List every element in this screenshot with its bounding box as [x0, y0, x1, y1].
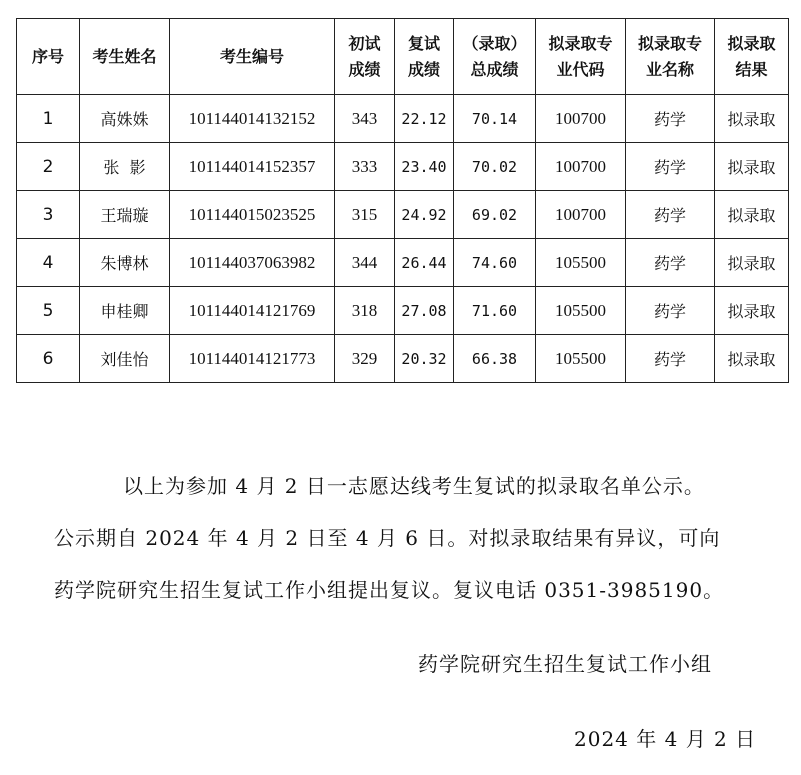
cell-retest-score: 23.40: [395, 143, 454, 191]
admission-table: [16, 18, 789, 383]
cell-name: 申桂卿: [80, 287, 170, 335]
cell-retest-score: 27.08: [395, 287, 454, 335]
cell-major-code: 100700: [536, 191, 626, 239]
cell-initial-score: 318: [335, 287, 395, 335]
cell-name: 高姝姝: [80, 95, 170, 143]
cell-result: 拟录取: [715, 287, 789, 335]
cell-retest-score: 24.92: [395, 191, 454, 239]
cell-major-name: 药学: [626, 287, 715, 335]
header-result: 拟录取 结果: [715, 19, 789, 95]
table-row: [17, 95, 789, 143]
cell-id: 101144014132152: [170, 95, 335, 143]
cell-name: 朱博林: [80, 239, 170, 287]
cell-major-name: 药学: [626, 335, 715, 383]
header-seq: 序号: [17, 19, 80, 95]
cell-result: 拟录取: [715, 335, 789, 383]
cell-result: 拟录取: [715, 95, 789, 143]
cell-id: 101144037063982: [170, 239, 335, 287]
cell-total-score: 70.02: [454, 143, 536, 191]
header-major-name: 拟录取专 业名称: [626, 19, 715, 95]
table-row: [17, 287, 789, 335]
cell-retest-score: 20.32: [395, 335, 454, 383]
cell-id: 101144014121773: [170, 335, 335, 383]
signature: 药学院研究生招生复试工作小组: [418, 652, 712, 676]
cell-id: 101144015023525: [170, 191, 335, 239]
cell-total-score: 71.60: [454, 287, 536, 335]
cell-initial-score: 315: [335, 191, 395, 239]
header-total-score: （录取） 总成绩: [454, 19, 536, 95]
cell-major-name: 药学: [626, 95, 715, 143]
header-id: 考生编号: [170, 19, 335, 95]
cell-retest-score: 26.44: [395, 239, 454, 287]
cell-retest-score: 22.12: [395, 95, 454, 143]
cell-total-score: 69.02: [454, 191, 536, 239]
cell-initial-score: 333: [335, 143, 395, 191]
notice-line-3: 药学院研究生招生复试工作小组提出复议。复议电话 0351-3985190。: [54, 578, 725, 602]
notice-line-2: 公示期自 2024 年 4 月 2 日至 4 月 6 日。对拟录取结果有异议，可向: [54, 526, 721, 550]
notice-line-1: 以上为参加 4 月 2 日一志愿达线考生复试的拟录取名单公示。: [123, 474, 705, 498]
cell-initial-score: 343: [335, 95, 395, 143]
cell-seq: 2: [17, 143, 80, 191]
table-row: [17, 239, 789, 287]
table-row: [17, 191, 789, 239]
header-name: 考生姓名: [80, 19, 170, 95]
header-retest-score: 复试 成绩: [395, 19, 454, 95]
cell-name: 刘佳怡: [80, 335, 170, 383]
cell-id: 101144014121769: [170, 287, 335, 335]
cell-total-score: 70.14: [454, 95, 536, 143]
cell-id: 101144014152357: [170, 143, 335, 191]
cell-major-name: 药学: [626, 191, 715, 239]
cell-initial-score: 329: [335, 335, 395, 383]
header-initial-score: 初试 成绩: [335, 19, 395, 95]
cell-name: 王瑞璇: [80, 191, 170, 239]
cell-result: 拟录取: [715, 239, 789, 287]
cell-total-score: 66.38: [454, 335, 536, 383]
header-major-code: 拟录取专 业代码: [536, 19, 626, 95]
table-row: [17, 335, 789, 383]
cell-result: 拟录取: [715, 143, 789, 191]
cell-result: 拟录取: [715, 191, 789, 239]
cell-seq: 4: [17, 239, 80, 287]
cell-seq: 3: [17, 191, 80, 239]
cell-major-code: 100700: [536, 95, 626, 143]
cell-total-score: 74.60: [454, 239, 536, 287]
cell-seq: 6: [17, 335, 80, 383]
table-row: [17, 143, 789, 191]
cell-major-code: 105500: [536, 335, 626, 383]
cell-seq: 5: [17, 287, 80, 335]
cell-major-name: 药学: [626, 239, 715, 287]
table-header-row: [17, 19, 789, 95]
cell-initial-score: 344: [335, 239, 395, 287]
cell-major-name: 药学: [626, 143, 715, 191]
notice-date: 2024 年 4 月 2 日: [574, 727, 757, 751]
cell-name: 张 影: [80, 143, 170, 191]
cell-seq: 1: [17, 95, 80, 143]
cell-major-code: 105500: [536, 239, 626, 287]
cell-major-code: 100700: [536, 143, 626, 191]
cell-major-code: 105500: [536, 287, 626, 335]
